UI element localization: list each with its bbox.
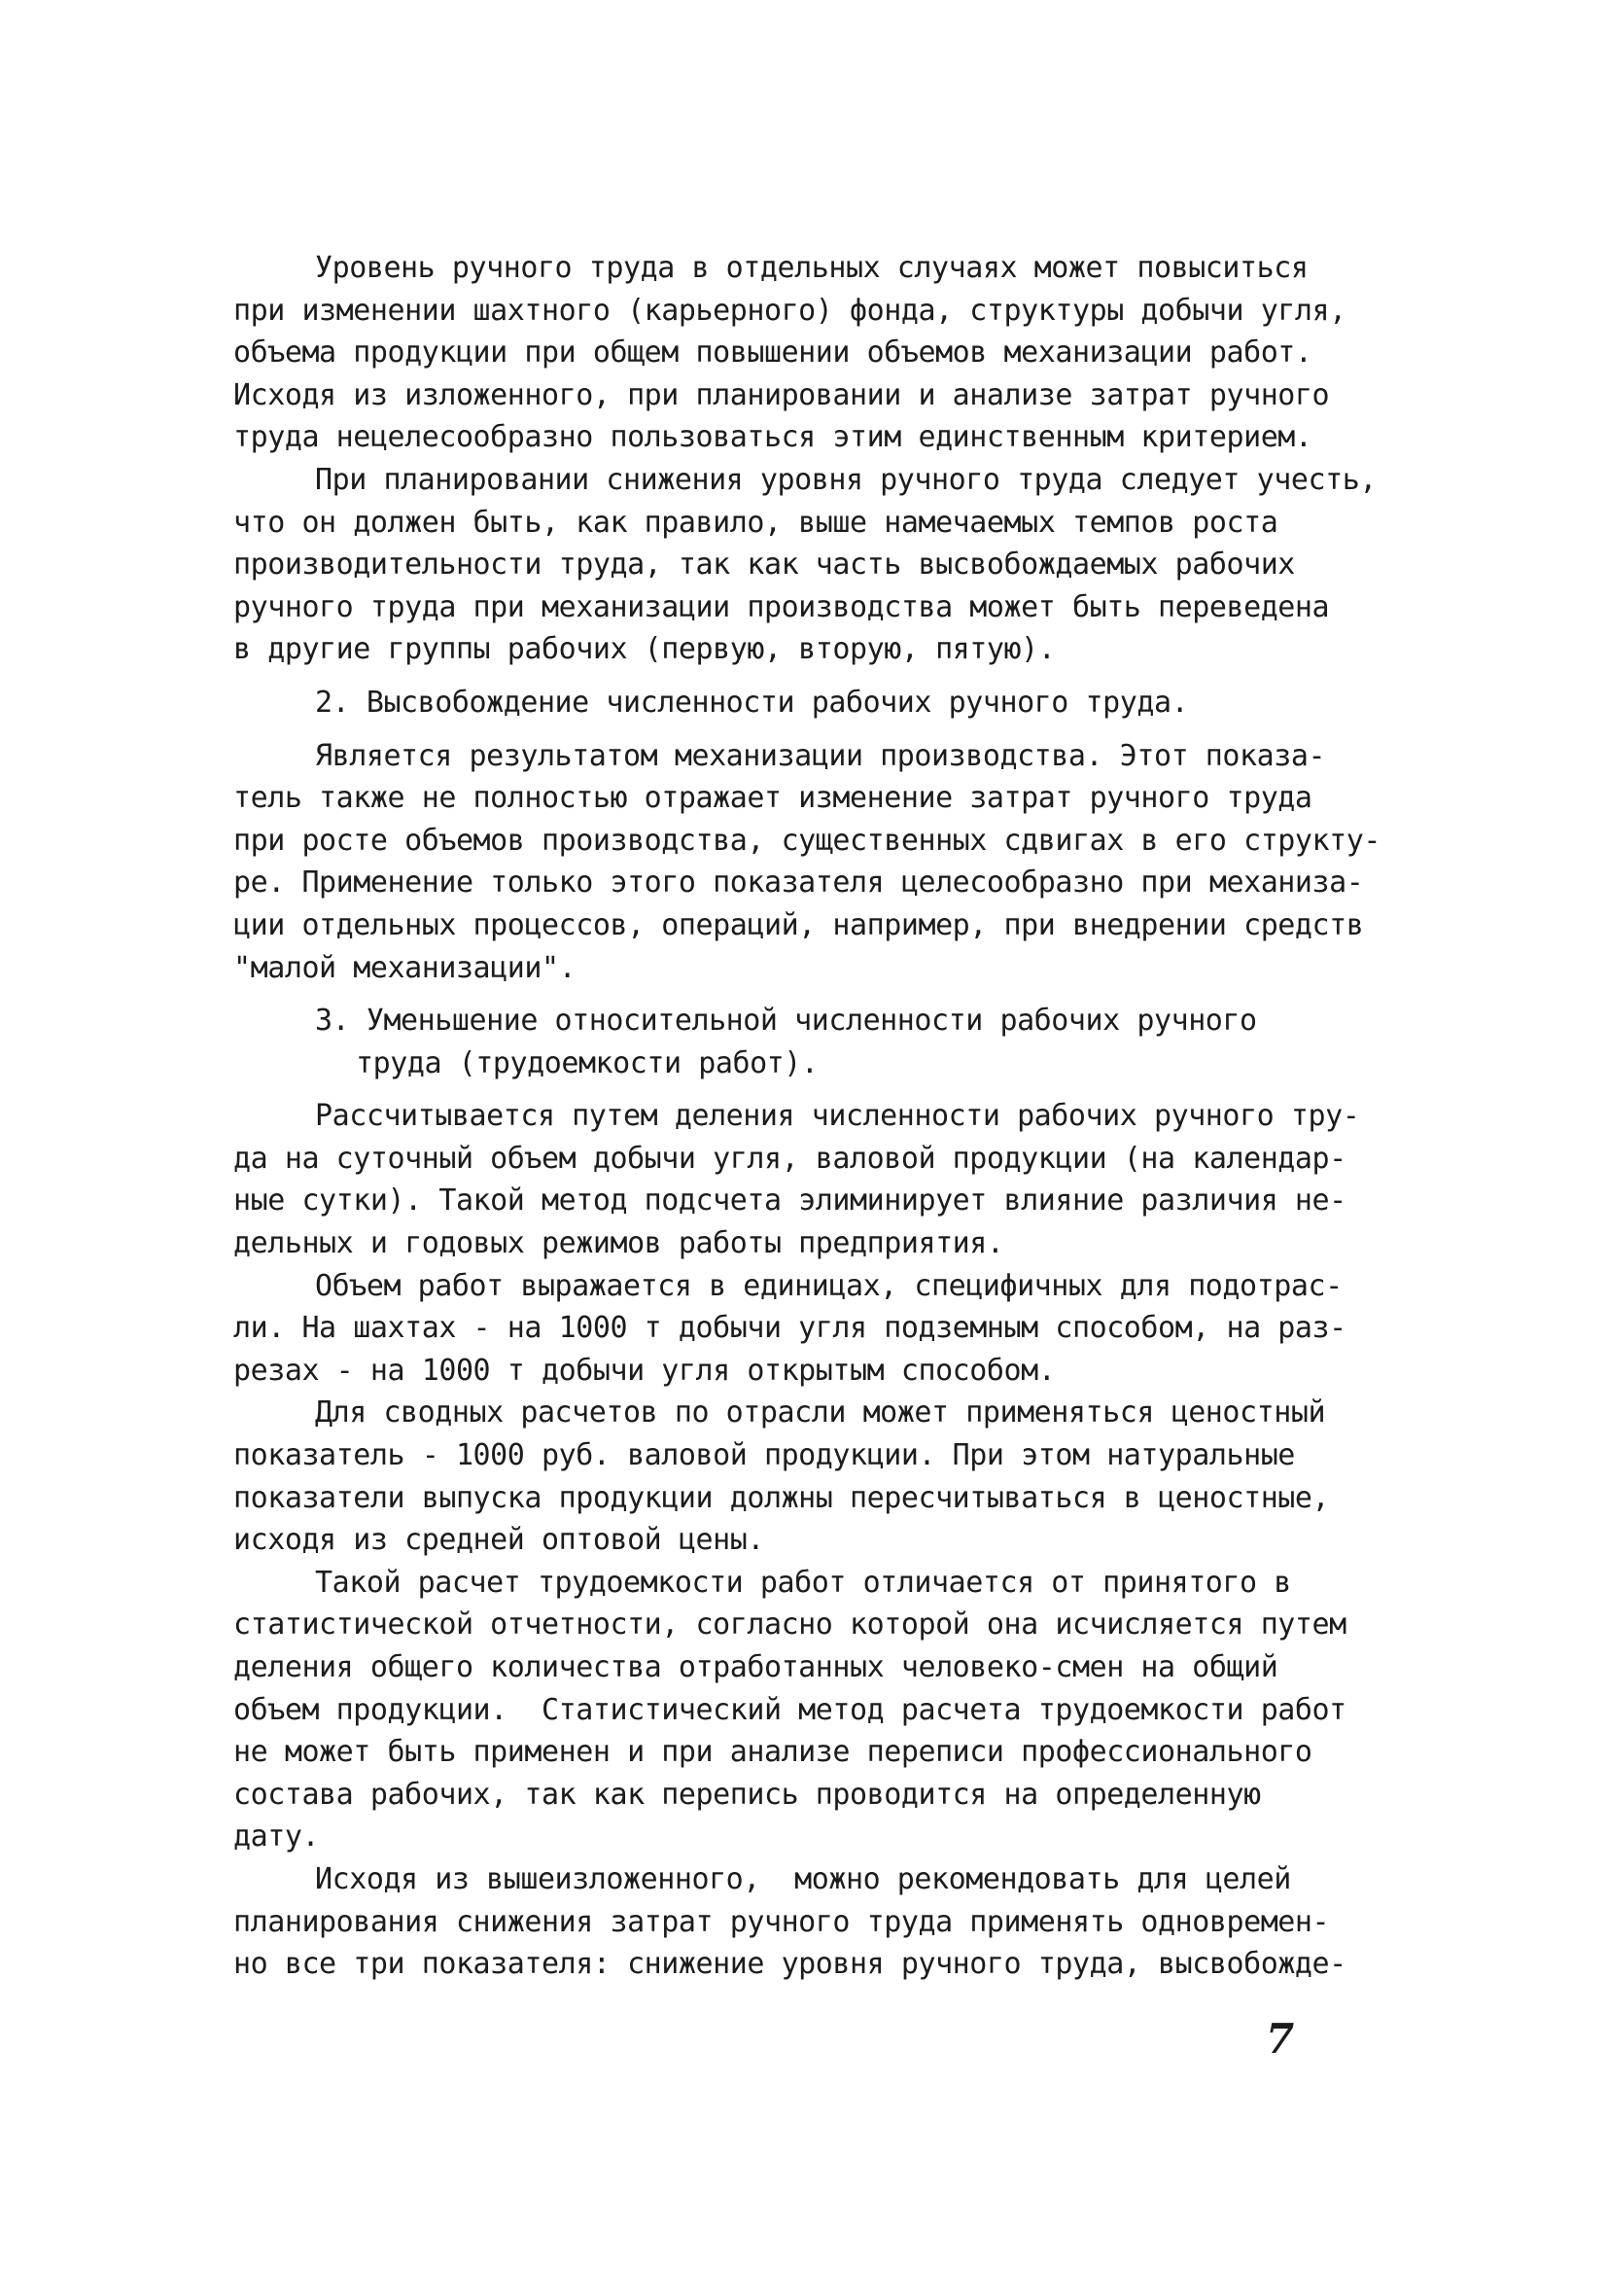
text-line: ли. На шахтах - на 1000 т добычи угля подземным способом, на раз- [233, 1311, 1346, 1346]
text-line: ные сутки). Такой метод подсчета элиминирует влияние различия не- [233, 1183, 1346, 1219]
text-line: "малой механизации". [233, 950, 577, 985]
paragraph [233, 735, 1381, 990]
text-line: дату. [233, 1819, 320, 1854]
text-line: ре. Применение только этого показателя целесообразно при механиза- [233, 865, 1364, 901]
text-line: объема продукции при общем повышении объемов механизации работ. [233, 336, 1312, 371]
section-heading [233, 682, 1361, 724]
paragraph [233, 1392, 1361, 1561]
text-line: при изменении шахтного (карьерного) фонда, структуры добычи угля, [233, 293, 1346, 328]
text-line: производительности труда, так как часть высвобождаемых рабочих [233, 548, 1295, 583]
text-line: тель также не полностью отражает изменение затрат ручного труда [233, 781, 1312, 816]
text-line: Исходя из изложенного, при планировании и анализе затрат ручного [233, 377, 1330, 412]
paragraph [233, 1562, 1361, 1858]
text-line: не может быть применен и при анализе переписи профессионального [233, 1735, 1312, 1770]
body-text [233, 247, 1381, 1986]
text-line: Является результатом механизации производства. Этот показа- [315, 738, 1326, 773]
paragraph [233, 1858, 1361, 1986]
text-line: что он должен быть, как правило, выше намечаемых темпов роста [233, 505, 1278, 540]
text-line: планирования снижения затрат ручного труда применять одновремен- [233, 1904, 1330, 1939]
text-line: Рассчитывается путем деления численности рабочих ручного тру- [315, 1099, 1360, 1134]
text-line: статистической отчетности, согласно которой она исчисляется путем [233, 1607, 1346, 1643]
paragraph-gap [233, 1084, 1361, 1095]
text-line: труда (трудоемкости работ). [356, 1045, 819, 1080]
text-line: Исходя из вышеизложенного, можно рекомендовать для целей [315, 1861, 1291, 1896]
paragraph [233, 247, 1361, 459]
text-line: 2. Высвобождение численности рабочих ручного труда. [315, 685, 1189, 720]
text-line: Для сводных расчетов по отрасли может применяться ценостный [315, 1395, 1326, 1431]
text-line: ручного труда при механизации производства может быть переведена [233, 589, 1330, 624]
paragraph [233, 459, 1377, 671]
text-line: Объем работ выражается в единицах, специфичных для подотрас- [315, 1268, 1343, 1303]
text-line: состава рабочих, так как перепись проводится на определенную [233, 1777, 1261, 1812]
text-line: труда нецелесообразно пользоваться этим единственным критерием. [233, 420, 1312, 455]
section-heading [233, 1000, 1361, 1084]
paragraph [233, 1265, 1361, 1393]
paragraph [233, 1095, 1361, 1264]
text-line: ции отдельных процессов, операций, например, при внедрении средств [233, 907, 1364, 942]
text-line: исходя из средней оптовой цены. [233, 1523, 764, 1558]
text-line: деления общего количества отработанных человеко-смен на общий [233, 1650, 1278, 1684]
text-line: При планировании снижения уровня ручного труда следует учесть, [315, 462, 1377, 497]
text-line: при росте объемов производства, существенных сдвигах в его структу- [233, 823, 1381, 858]
text-line: в другие группы рабочих (первую, вторую, пятую). [233, 632, 1056, 667]
text-line: резах - на 1000 т добычи угля открытым способом. [233, 1353, 1056, 1388]
text-line: дельных и годовых режимов работы предприятия. [233, 1226, 1004, 1261]
text-line: Такой расчет трудоемкости работ отличается от принятого в [315, 1565, 1291, 1600]
text-line: но все три показателя: снижение уровня ручного труда, высвобожде- [233, 1947, 1346, 1982]
text-line: 3. Уменьшение относительной численности рабочих ручного [315, 1004, 1257, 1039]
text-line: показатели выпуска продукции должны пересчитываться в ценостные, [233, 1480, 1330, 1515]
paragraph-gap [233, 989, 1361, 1000]
text-line: показатель - 1000 руб. валовой продукции. При этом натуральные [233, 1438, 1295, 1473]
text-line: да на суточный объем добычи угля, валовой продукции (на календар- [233, 1141, 1346, 1176]
paragraph-gap [233, 724, 1361, 735]
page-number: 7 [1266, 2015, 1295, 2063]
text-line: объем продукции. Статистический метод расчета трудоемкости работ [233, 1692, 1346, 1727]
text-line: Уровень ручного труда в отдельных случаях может повыситься [315, 251, 1309, 285]
paragraph-gap [233, 671, 1361, 682]
